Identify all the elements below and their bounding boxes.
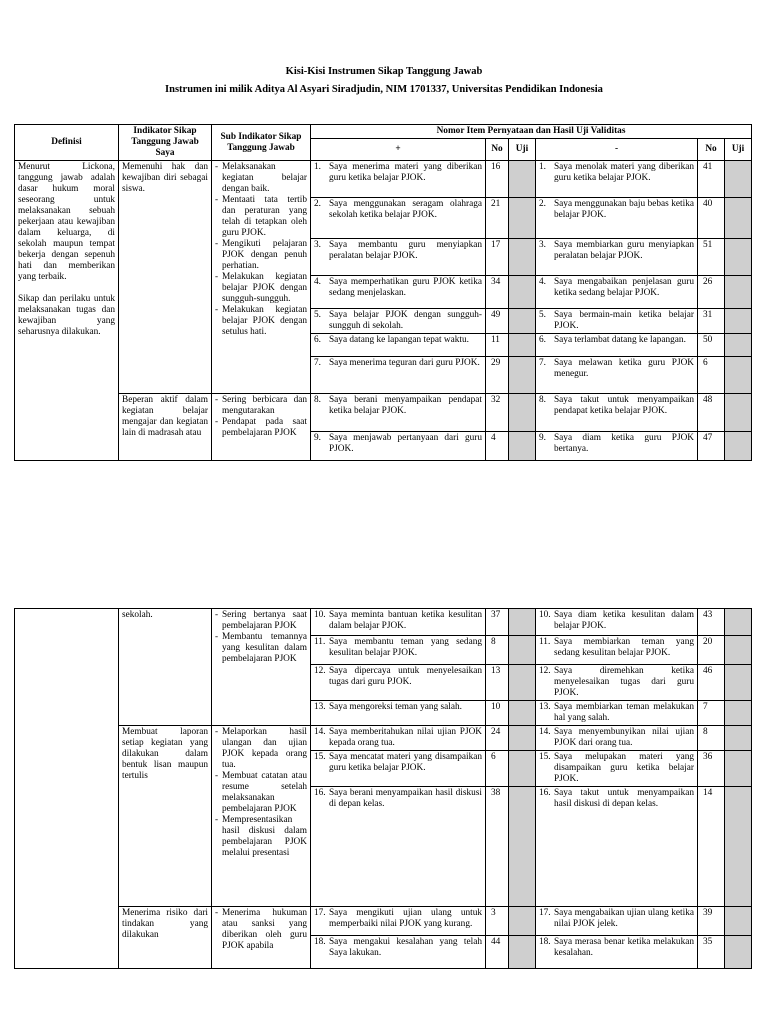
positive-uji-cell — [509, 609, 536, 636]
item-text: Saya diam ketika guru PJOK bertanya. — [554, 433, 694, 454]
negative-item-cell — [536, 161, 698, 198]
item-text: Saya meminta bantuan ketika kesulitan dalam belajar PJOK. — [329, 610, 482, 631]
item-statement — [314, 727, 482, 749]
item-number: 10. — [539, 610, 551, 620]
item-text: Saya menerima materi yang diberikan guru ketika belajar PJOK. — [329, 162, 482, 183]
negative-uji-cell — [725, 787, 752, 907]
item-text: Saya menggunakan seragam olahraga sekolah ketika belajar PJOK. — [329, 199, 482, 220]
positive-no-cell: 3 — [486, 907, 509, 936]
item-statement — [539, 937, 694, 959]
positive-uji-cell — [509, 432, 536, 461]
item-statement — [314, 908, 482, 930]
sub-indikator-cell — [212, 907, 311, 969]
positive-item-cell — [311, 665, 486, 701]
negative-no-cell: 31 — [698, 309, 725, 334]
table-row — [15, 907, 752, 936]
negative-item-cell — [536, 726, 698, 751]
item-text: Saya dipercaya untuk menyelesaikan tugas dari guru PJOK. — [329, 666, 482, 687]
item-statement — [314, 788, 482, 810]
negative-no-cell: 26 — [698, 276, 725, 309]
positive-no-cell: 8 — [486, 636, 509, 665]
item-statement — [314, 358, 482, 369]
item-statement — [314, 277, 482, 299]
item-statement — [314, 335, 482, 346]
negative-uji-cell — [725, 701, 752, 726]
item-statement — [314, 199, 482, 221]
sub-indikator-text: Membantu temannya yang kesulitan dalam pembelajaran PJOK — [222, 632, 307, 664]
sub-indikator-text: Melakukan kegiatan belajar PJOK dengan sungguh-sungguh. — [222, 272, 307, 304]
negative-no-cell: 50 — [698, 334, 725, 357]
table-row — [15, 394, 752, 432]
header-definisi: Definisi — [15, 125, 119, 161]
header-indikator: Indikator Sikap Tanggung Jawab Saya — [119, 125, 212, 161]
item-text: Saya takut untuk menyampaikan hasil diskusi di depan kelas. — [554, 788, 694, 809]
negative-item-cell — [536, 936, 698, 969]
positive-no-cell: 13 — [486, 665, 509, 701]
item-text: Saya diam ketika kesulitan dalam belajar PJOK. — [554, 610, 694, 631]
item-text: Saya mencatat materi yang disampaikan guru ketika belajar PJOK. — [329, 752, 482, 773]
item-text: Saya menerima teguran dari guru PJOK. — [329, 358, 480, 368]
negative-item-cell — [536, 198, 698, 239]
table-row — [15, 726, 752, 751]
item-text: Saya menjawab pertanyaan dari guru PJOK. — [329, 433, 482, 454]
negative-item-cell — [536, 309, 698, 334]
item-number: 1. — [314, 162, 321, 172]
positive-uji-cell — [509, 309, 536, 334]
item-statement — [539, 610, 694, 632]
item-statement — [314, 395, 482, 417]
instrument-table-part-2 — [14, 608, 752, 969]
table-row — [15, 161, 752, 198]
sub-indikator-item — [215, 272, 307, 305]
negative-item-cell — [536, 751, 698, 787]
sub-indikator-item — [215, 305, 307, 338]
sub-indikator-text: Mentaati tata tertib dan peraturan yang telah di tetapkan oleh guru PJOK. — [222, 195, 307, 238]
item-text: Saya merasa benar ketika melakukan kesalahan. — [554, 937, 694, 958]
indikator-cell: Beperan aktif dalam kegiatan belajar mengajar dan kegiatan lain di madrasah atau — [119, 394, 212, 461]
item-number: 15. — [539, 752, 551, 762]
positive-item-cell — [311, 276, 486, 309]
item-number: 7. — [539, 358, 546, 368]
item-statement — [314, 162, 482, 184]
positive-no-cell: 17 — [486, 239, 509, 276]
positive-uji-cell — [509, 239, 536, 276]
positive-uji-cell — [509, 751, 536, 787]
item-statement — [539, 702, 694, 724]
negative-item-cell — [536, 394, 698, 432]
item-number: 11. — [539, 637, 551, 647]
negative-item-cell — [536, 334, 698, 357]
negative-uji-cell — [725, 907, 752, 936]
positive-item-cell — [311, 787, 486, 907]
document-subtitle: Instrumen ini milik Aditya Al Asyari Siradjudin, NIM 1701337, Universitas Pendidikan Indonesia — [165, 84, 603, 95]
negative-uji-cell — [725, 198, 752, 239]
item-number: 1. — [539, 162, 546, 172]
positive-item-cell — [311, 907, 486, 936]
bullet-dash: - — [215, 632, 219, 642]
header-nomor-item: Nomor Item Pernyataan dan Hasil Uji Validitas — [311, 125, 752, 139]
item-number: 16. — [539, 788, 551, 798]
negative-no-cell: 36 — [698, 751, 725, 787]
indikator-cell: Menerima risiko dari tindakan yang dilakukan — [119, 907, 212, 969]
positive-no-cell: 4 — [486, 432, 509, 461]
negative-no-cell: 40 — [698, 198, 725, 239]
item-number: 18. — [314, 937, 326, 947]
definisi-cell — [15, 161, 119, 461]
positive-no-cell: 38 — [486, 787, 509, 907]
item-statement — [539, 433, 694, 455]
item-text: Saya mengikuti ujian ulang untuk memperbaiki nilai PJOK yang kurang. — [329, 908, 482, 929]
negative-no-cell: 41 — [698, 161, 725, 198]
positive-no-cell: 44 — [486, 936, 509, 969]
document-title: Kisi-Kisi Instrumen Sikap Tanggung Jawab — [285, 66, 483, 77]
positive-item-cell — [311, 239, 486, 276]
negative-no-cell: 7 — [698, 701, 725, 726]
negative-uji-cell — [725, 161, 752, 198]
item-number: 7. — [314, 358, 321, 368]
item-number: 8. — [314, 395, 321, 405]
item-text: Saya bermain-main ketika belajar PJOK. — [554, 310, 694, 331]
sub-indikator-text: Melaporkan hasil ulangan dan ujian PJOK kepada orang tua. — [222, 727, 307, 770]
item-text: Saya membiarkan guru menyiapkan peralatan belajar PJOK. — [554, 240, 694, 261]
item-text: Saya membiarkan teman melakukan hal yang salah. — [554, 702, 694, 723]
negative-item-cell — [536, 432, 698, 461]
item-number: 10. — [314, 610, 326, 620]
positive-uji-cell — [509, 636, 536, 665]
sub-indikator-text: Melaksanakan kegiatan belajar dengan baik. — [222, 162, 307, 194]
item-text: Saya mengakui kesalahan yang telah Saya lakukan. — [329, 937, 482, 958]
item-number: 2. — [539, 199, 546, 209]
item-statement — [314, 752, 482, 774]
table-row — [15, 609, 752, 636]
positive-item-cell — [311, 161, 486, 198]
header-uji: Uji — [509, 139, 536, 161]
item-number: 2. — [314, 199, 321, 209]
sub-indikator-item — [215, 239, 307, 272]
negative-no-cell: 47 — [698, 432, 725, 461]
positive-item-cell — [311, 394, 486, 432]
negative-uji-cell — [725, 432, 752, 461]
item-number: 5. — [539, 310, 546, 320]
item-number: 4. — [314, 277, 321, 287]
item-statement — [314, 433, 482, 455]
negative-no-cell: 51 — [698, 239, 725, 276]
item-number: 4. — [539, 277, 546, 287]
item-statement — [314, 637, 482, 659]
bullet-dash: - — [215, 727, 219, 737]
item-statement — [539, 752, 694, 785]
positive-uji-cell — [509, 907, 536, 936]
item-statement — [314, 666, 482, 688]
negative-no-cell: 20 — [698, 636, 725, 665]
item-text: Saya mengabaikan ujian ulang ketika nilai PJOK jelek. — [554, 908, 694, 929]
item-number: 3. — [314, 240, 321, 250]
item-text: Saya menyembunyikan nilai ujian PJOK dari orang tua. — [554, 727, 694, 748]
negative-no-cell: 43 — [698, 609, 725, 636]
definisi-cell — [15, 609, 119, 969]
positive-uji-cell — [509, 701, 536, 726]
positive-no-cell: 34 — [486, 276, 509, 309]
item-statement — [314, 702, 482, 713]
positive-item-cell — [311, 357, 486, 394]
sub-indikator-text: Sering berbicara dan mengutarakan — [222, 395, 307, 416]
item-statement — [539, 908, 694, 930]
item-number: 8. — [539, 395, 546, 405]
positive-item-cell — [311, 198, 486, 239]
item-number: 17. — [314, 908, 326, 918]
sub-indikator-text: Mengikuti pelajaran PJOK dengan penuh perhatian. — [222, 239, 307, 271]
indikator-cell: Membuat laporan setiap kegiatan yang dilakukan dalam bentuk lisan maupun tertulis — [119, 726, 212, 907]
negative-uji-cell — [725, 309, 752, 334]
negative-uji-cell — [725, 334, 752, 357]
item-number: 12. — [314, 666, 326, 676]
negative-no-cell: 35 — [698, 936, 725, 969]
item-text: Saya diremehkan ketika menyelesaikan tugas dari guru PJOK. — [554, 666, 694, 698]
negative-no-cell: 6 — [698, 357, 725, 394]
negative-uji-cell — [725, 357, 752, 394]
positive-item-cell — [311, 701, 486, 726]
item-number: 9. — [314, 433, 321, 443]
item-text: Saya menggunakan baju bebas ketika belajar PJOK. — [554, 199, 694, 220]
positive-item-cell — [311, 751, 486, 787]
instrument-table-part-1 — [14, 124, 752, 461]
sub-indikator-cell — [212, 609, 311, 726]
bullet-dash: - — [215, 771, 219, 781]
item-statement — [314, 240, 482, 262]
sub-indikator-cell — [212, 726, 311, 907]
sub-indikator-item — [215, 195, 307, 239]
negative-uji-cell — [725, 936, 752, 969]
negative-item-cell — [536, 239, 698, 276]
positive-no-cell: 49 — [486, 309, 509, 334]
bullet-dash: - — [215, 395, 219, 405]
item-statement — [539, 240, 694, 262]
bullet-dash: - — [215, 239, 219, 249]
positive-no-cell: 32 — [486, 394, 509, 432]
positive-item-cell — [311, 609, 486, 636]
bullet-dash: - — [215, 305, 219, 315]
negative-uji-cell — [725, 394, 752, 432]
sub-indikator-cell — [212, 161, 311, 394]
item-statement — [539, 727, 694, 749]
sub-indikator-item — [215, 395, 307, 417]
item-statement — [539, 637, 694, 659]
item-number: 16. — [314, 788, 326, 798]
negative-item-cell — [536, 701, 698, 726]
negative-uji-cell — [725, 276, 752, 309]
positive-uji-cell — [509, 394, 536, 432]
positive-no-cell: 37 — [486, 609, 509, 636]
positive-no-cell: 21 — [486, 198, 509, 239]
item-number: 14. — [314, 727, 326, 737]
item-number: 13. — [314, 702, 326, 712]
positive-uji-cell — [509, 276, 536, 309]
positive-uji-cell — [509, 665, 536, 701]
item-number: 11. — [314, 637, 326, 647]
negative-item-cell — [536, 636, 698, 665]
item-number: 17. — [539, 908, 551, 918]
item-number: 13. — [539, 702, 551, 712]
header-minus: - — [536, 139, 698, 161]
definisi-paragraph: Menurut Lickona, tanggung jawab adalah dasar hukum moral seseorang untuk melaksanakan sebuah pekerjaan atau kewajiban dalam keluarga, di sekolah maupun tempat bekerja dengan sepenuh hati dan memberikan yang terbaik. — [18, 162, 115, 282]
indikator-cell: Memenuhi hak dan kewajiban diri sebagai siswa. — [119, 161, 212, 394]
bullet-dash: - — [215, 162, 219, 172]
item-number: 6. — [314, 335, 321, 345]
item-text: Saya takut untuk menyampaikan pendapat ketika belajar PJOK. — [554, 395, 694, 416]
negative-uji-cell — [725, 751, 752, 787]
sub-indikator-text: Sering bertanya saat pembelajaran PJOK — [222, 610, 307, 631]
item-text: Saya melawan ketika guru PJOK menegur. — [554, 358, 694, 379]
sub-indikator-item — [215, 908, 307, 952]
item-text: Saya melupakan materi yang disampaikan guru ketika belajar PJOK. — [554, 752, 694, 784]
negative-item-cell — [536, 357, 698, 394]
positive-uji-cell — [509, 357, 536, 394]
item-statement — [539, 335, 694, 346]
item-text: Saya mengoreksi teman yang salah. — [329, 702, 462, 712]
positive-uji-cell — [509, 334, 536, 357]
negative-item-cell — [536, 665, 698, 701]
item-statement — [314, 310, 482, 332]
item-text: Saya membantu guru menyiapkan peralatan belajar PJOK. — [329, 240, 482, 261]
header-no: No — [698, 139, 725, 161]
positive-no-cell: 10 — [486, 701, 509, 726]
bullet-dash: - — [215, 417, 219, 427]
item-statement — [539, 162, 694, 184]
item-statement — [539, 199, 694, 221]
item-text: Saya terlambat datang ke lapangan. — [554, 335, 686, 345]
positive-uji-cell — [509, 161, 536, 198]
item-statement — [539, 277, 694, 299]
item-statement — [539, 310, 694, 332]
item-statement — [539, 666, 694, 699]
positive-uji-cell — [509, 198, 536, 239]
item-text: Saya datang ke lapangan tepat waktu. — [329, 335, 469, 345]
sub-indikator-item — [215, 417, 307, 439]
item-text: Saya membantu teman yang sedang kesulitan belajar PJOK. — [329, 637, 482, 658]
item-number: 9. — [539, 433, 546, 443]
sub-indikator-item — [215, 771, 307, 815]
bullet-dash: - — [215, 908, 219, 918]
negative-uji-cell — [725, 665, 752, 701]
sub-indikator-text: Membuat catatan atau resume setelah melaksanakan pembelajaran PJOK — [222, 771, 307, 814]
negative-no-cell: 46 — [698, 665, 725, 701]
negative-no-cell: 14 — [698, 787, 725, 907]
positive-no-cell: 6 — [486, 751, 509, 787]
positive-item-cell — [311, 726, 486, 751]
positive-no-cell: 11 — [486, 334, 509, 357]
positive-item-cell — [311, 309, 486, 334]
item-text: Saya belajar PJOK dengan sungguh-sungguh di sekolah. — [329, 310, 482, 331]
item-statement — [539, 395, 694, 417]
header-no: No — [486, 139, 509, 161]
positive-item-cell — [311, 636, 486, 665]
item-text: Saya berani menyampaikan hasil diskusi di depan kelas. — [329, 788, 482, 809]
positive-no-cell: 16 — [486, 161, 509, 198]
item-number: 3. — [539, 240, 546, 250]
positive-item-cell — [311, 936, 486, 969]
sub-indikator-item — [215, 727, 307, 771]
sub-indikator-text: Mempresentasikan hasil diskusi dalam pembelajaran PJOK melalui presentasi — [222, 815, 307, 858]
indikator-cell: sekolah. — [119, 609, 212, 726]
item-statement — [314, 610, 482, 632]
item-number: 14. — [539, 727, 551, 737]
bullet-dash: - — [215, 195, 219, 205]
header-sub-indikator: Sub Indikator Sikap Tanggung Jawab — [212, 125, 311, 161]
bullet-dash: - — [215, 815, 219, 825]
bullet-dash: - — [215, 272, 219, 282]
negative-no-cell: 39 — [698, 907, 725, 936]
item-number: 18. — [539, 937, 551, 947]
item-text: Saya berani menyampaikan pendapat ketika belajar PJOK. — [329, 395, 482, 416]
positive-item-cell — [311, 334, 486, 357]
positive-no-cell: 24 — [486, 726, 509, 751]
positive-uji-cell — [509, 936, 536, 969]
definisi-paragraph: Sikap dan perilaku untuk melaksanakan tugas dan kewajiban yang seharusnya dilakukan. — [18, 294, 115, 337]
negative-no-cell: 48 — [698, 394, 725, 432]
negative-uji-cell — [725, 609, 752, 636]
sub-indikator-item — [215, 162, 307, 195]
negative-no-cell: 8 — [698, 726, 725, 751]
item-text: Saya memberitahukan nilai ujian PJOK kepada orang tua. — [329, 727, 482, 748]
item-number: 15. — [314, 752, 326, 762]
item-statement — [314, 937, 482, 959]
item-text: Saya menolak materi yang diberikan guru ketika belajar PJOK. — [554, 162, 694, 183]
item-text: Saya membiarkan teman yang sedang kesulitan belajar PJOK. — [554, 637, 694, 658]
negative-uji-cell — [725, 636, 752, 665]
item-statement — [539, 788, 694, 810]
item-text: Saya mengabaikan penjelasan guru ketika sedang belajar PJOK. — [554, 277, 694, 298]
sub-indikator-cell — [212, 394, 311, 461]
positive-no-cell: 29 — [486, 357, 509, 394]
negative-item-cell — [536, 787, 698, 907]
positive-uji-cell — [509, 726, 536, 751]
header-plus: + — [311, 139, 486, 161]
sub-indikator-text: Menerima hukuman atau sanksi yang diberikan oleh guru PJOK apabila — [222, 908, 307, 951]
item-number: 5. — [314, 310, 321, 320]
item-number: 12. — [539, 666, 551, 676]
item-text: Saya memperhatikan guru PJOK ketika sedang menjelaskan. — [329, 277, 482, 298]
item-number: 6. — [539, 335, 546, 345]
positive-item-cell — [311, 432, 486, 461]
negative-uji-cell — [725, 239, 752, 276]
bullet-dash: - — [215, 610, 219, 620]
sub-indikator-item — [215, 610, 307, 632]
negative-uji-cell — [725, 726, 752, 751]
sub-indikator-text: Melakukan kegiatan belajar PJOK dengan setulus hati. — [222, 305, 307, 337]
sub-indikator-item — [215, 632, 307, 665]
positive-uji-cell — [509, 787, 536, 907]
negative-item-cell — [536, 609, 698, 636]
sub-indikator-text: Pendapat pada saat pembelajaran PJOK — [222, 417, 307, 438]
item-statement — [539, 358, 694, 380]
negative-item-cell — [536, 907, 698, 936]
header-uji: Uji — [725, 139, 752, 161]
negative-item-cell — [536, 276, 698, 309]
sub-indikator-item — [215, 815, 307, 859]
